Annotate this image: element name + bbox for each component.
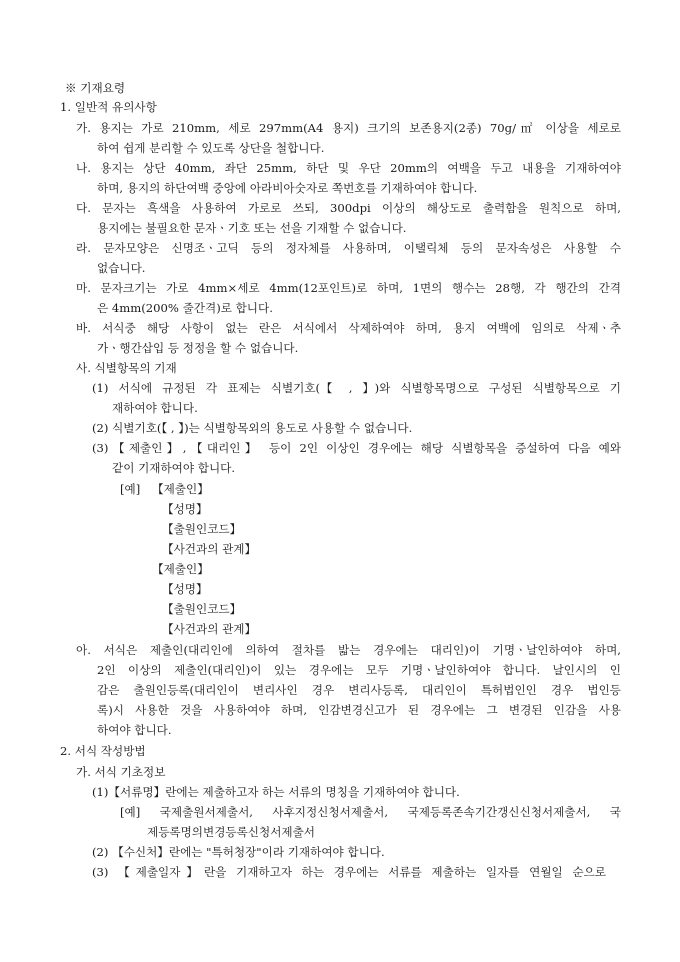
item-ra-line2: 없습니다. [97, 261, 146, 275]
example-applicant-2: 【제출인】 [152, 562, 209, 576]
example-relation-2: 【사건과의 관계】 [162, 622, 257, 636]
item-ba-line2: 가ㆍ행간삽입 등 정정을 할 수 없습니다. [97, 341, 299, 355]
example-name-2: 【성명】 [162, 582, 208, 596]
section2-sub1-example-line2: 제등록명의변경등록신청서제출서 [147, 825, 315, 839]
item-ra-line1: 라. 문자모양은 신명조ㆍ고딕 등의 정자체를 사용하며, 이탤릭체 등의 문자속성은 사용할 수 [76, 241, 621, 255]
item-da-line1: 다. 문자는 흑색을 사용하여 가로로 쓰되, 300dpi 이상의 해상도로 출력함을 원칙으로 하며, [76, 201, 621, 215]
item-sa-sub2-line1: (2) 식별기호(【 , 】)는 식별항목외의 용도로 사용할 수 없습니다. [92, 421, 413, 435]
item-a-line4: 록)시 사용한 것을 사용하여야 하며, 인감변경신고가 된 경우에는 그 변경된 인감을 사용 [97, 703, 621, 717]
section2-heading: 2. 서식 작성방법 [60, 744, 146, 758]
item-ma-line2: 은 4mm(200% 줄간격)로 합니다. [97, 301, 273, 315]
item-a-line5: 하여야 합니다. [97, 723, 172, 737]
item-sa-sub3-line1: (3)【제출인】,【대리인】 등이 2인 이상인 경우에는 해당 식별항목을 증설하여 다음 예와 [92, 441, 621, 455]
item-da-line2: 용지에는 불필요한 문자ㆍ기호 또는 선을 기재할 수 없습니다. [97, 221, 407, 235]
item-a-line3: 감은 출원인등록(대리인이 변리사인 경우 변리사등록, 대리인이 특허법인인 경우 법인등 [97, 683, 621, 697]
example-relation-1: 【사건과의 관계】 [162, 542, 257, 556]
item-a-line2: 2인 이상의 제출인(대리인)이 있는 경우에는 모두 기명ㆍ날인하여야 합니다. 날인시의 인 [97, 663, 621, 677]
section2-sub1-example-line1: [예] 국제출원서제출서, 사후지정신청서제출서, 국제등록존속기간갱신신청서제출서, 국 [120, 805, 621, 819]
section2-sub3-line1: (3) 【제출일자】란을 기재하고자 하는 경우에는 서류를 제출하는 일자를 연월일 순으로 [92, 865, 606, 879]
example-label: [예] [120, 482, 141, 496]
item-ga-line1: 가. 용지는 가로 210mm, 세로 297mm(A4 용지) 크기의 보존용지(2종) 70g/㎡ 이상을 세로로 [76, 121, 621, 135]
item-ma-line1: 마. 문자크기는 가로 4mm×세로 4mm(12포인트)로 하며, 1면의 행수는 28행, 각 행간의 간격 [76, 281, 621, 295]
item-ba-line1: 바. 서식중 해당 사항이 없는 란은 서식에서 삭제하여야 하며, 용지 여백에 임의로 삭제ㆍ추 [76, 321, 621, 335]
example-name-1: 【성명】 [162, 502, 208, 516]
item-sa-sub1-line2: 재하여야 합니다. [112, 401, 198, 415]
section2-sub1-line1: (1)【서류명】란에는 제출하고자 하는 서류의 명칭을 기재하여야 합니다. [92, 785, 460, 799]
section1-heading: 1. 일반적 유의사항 [60, 100, 157, 114]
example-code-1: 【출원인코드】 [162, 522, 242, 536]
note-title: ※ 기재요령 [65, 81, 126, 95]
item-na-line1: 나. 용지는 상단 40mm, 좌단 25mm, 하단 및 우단 20mm의 여백을 두고 내용을 기재하여야 [76, 161, 621, 175]
section2-item-ga-heading: 가. 서식 기초정보 [76, 765, 166, 779]
item-a-line1: 아. 서식은 제출인(대리인에 의하여 절차를 밟는 경우에는 대리인)이 기명ㆍ날인하여야 하며, [76, 643, 621, 657]
example-code-2: 【출원인코드】 [162, 602, 242, 616]
example-applicant-1: 【제출인】 [152, 482, 209, 496]
item-sa-heading: 사. 식별항목의 기재 [76, 361, 177, 375]
item-sa-sub1-line1: (1) 서식에 규정된 각 표제는 식별기호(【 , 】)와 식별항목명으로 구성된 식별항목으로 기 [92, 381, 621, 395]
item-na-line2: 하며, 용지의 하단여백 중앙에 아라비아숫자로 쪽번호를 기재하여야 합니다. [97, 181, 478, 195]
item-ga-line2: 하여 쉽게 분리할 수 있도록 상단을 철합니다. [97, 141, 325, 155]
section2-sub2-line1: (2) 【수신처】란에는 "특허청장"이라 기재하여야 합니다. [92, 845, 385, 859]
item-sa-sub3-line2: 같이 기재하여야 합니다. [112, 461, 236, 475]
